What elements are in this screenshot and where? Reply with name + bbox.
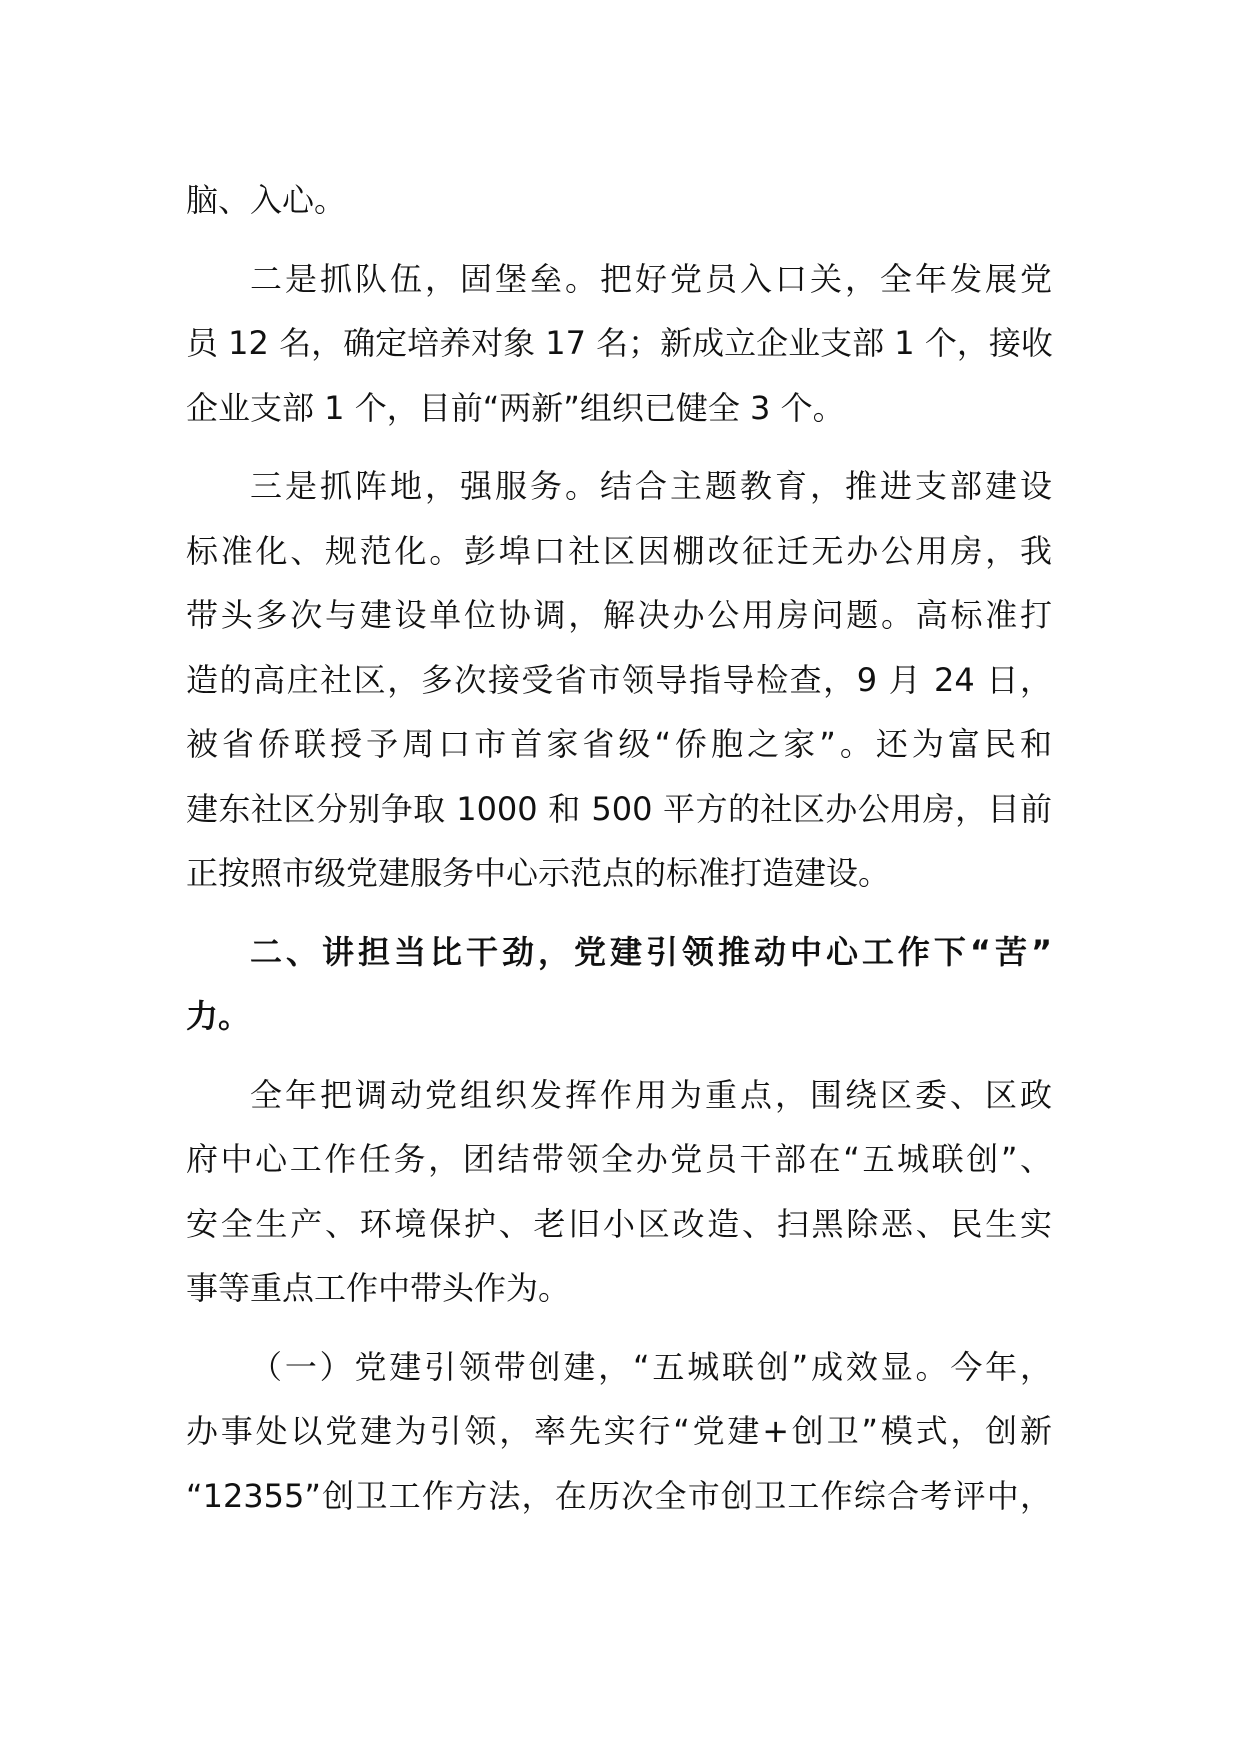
heading-line: 二、讲担当比干劲，党建引领推动中心工作下“苦” [250,932,1052,971]
text-line: 造的高庄社区，多次接受省市领导指导检查，9 月 24 日， [186,660,1052,699]
text-line: 三是抓阵地，强服务。结合主题教育，推进支部建设 [250,467,1052,505]
text-line: 办事处以党建为引领，率先实行“党建+创卫”模式，创新 [186,1412,1052,1450]
text-line: 建东社区分别争取 1000 和 500 平方的社区办公用房，目前 [186,789,1052,828]
paragraph-creation [186,1335,1052,1529]
paragraph-spacer [186,440,1052,454]
paragraph-team [186,247,1052,441]
text-line: 府中心工作任务，团结带领全办党员干部在“五城联创”、 [186,1140,1052,1178]
text-line: 员 12 名，确定培养对象 17 名；新成立企业支部 1 个，接收 [186,324,1053,362]
text-line: （一）党建引领带创建，“五城联创”成效显。今年， [250,1347,1052,1386]
paragraph-spacer [186,1049,1052,1063]
text-line: “12355”创卫工作方法，在历次全市创卫工作综合考评中， [186,1476,1052,1515]
paragraph-central-work [186,1063,1052,1321]
text-line: 全年把调动党组织发挥作用为重点，围绕区委、区政 [250,1075,1052,1114]
text-line: 带头多次与建设单位协调，解决办公用房问题。高标准打 [186,596,1052,634]
text-line: 脑、入心。 [186,181,347,219]
text-line: 被省侨联授予周口市首家省级“侨胞之家”。还为富民和 [186,725,1052,763]
paragraph-spacer [186,233,1052,247]
text-line: 企业支部 1 个，目前“两新”组织已健全 3 个。 [186,388,845,427]
text-line: 正按照市级党建服务中心示范点的标准打造建设。 [186,854,891,892]
paragraph-continuation [186,168,1052,233]
text-line: 事等重点工作中带头作为。 [186,1269,571,1307]
text-line: 标准化、规范化。彭埠口社区因棚改征迁无办公用房，我 [186,531,1052,570]
heading-line: 力。 [186,997,251,1035]
paragraph-spacer [186,906,1052,920]
paragraph-spacer [186,1321,1052,1335]
paragraph-position [186,454,1052,906]
document-body [186,168,1052,1528]
section-heading [186,920,1052,1049]
text-line: 安全生产、环境保护、老旧小区改造、扫黑除恶、民生实 [186,1204,1052,1243]
text-line: 二是抓队伍，固堡垒。把好党员入口关，全年发展党 [250,259,1052,298]
